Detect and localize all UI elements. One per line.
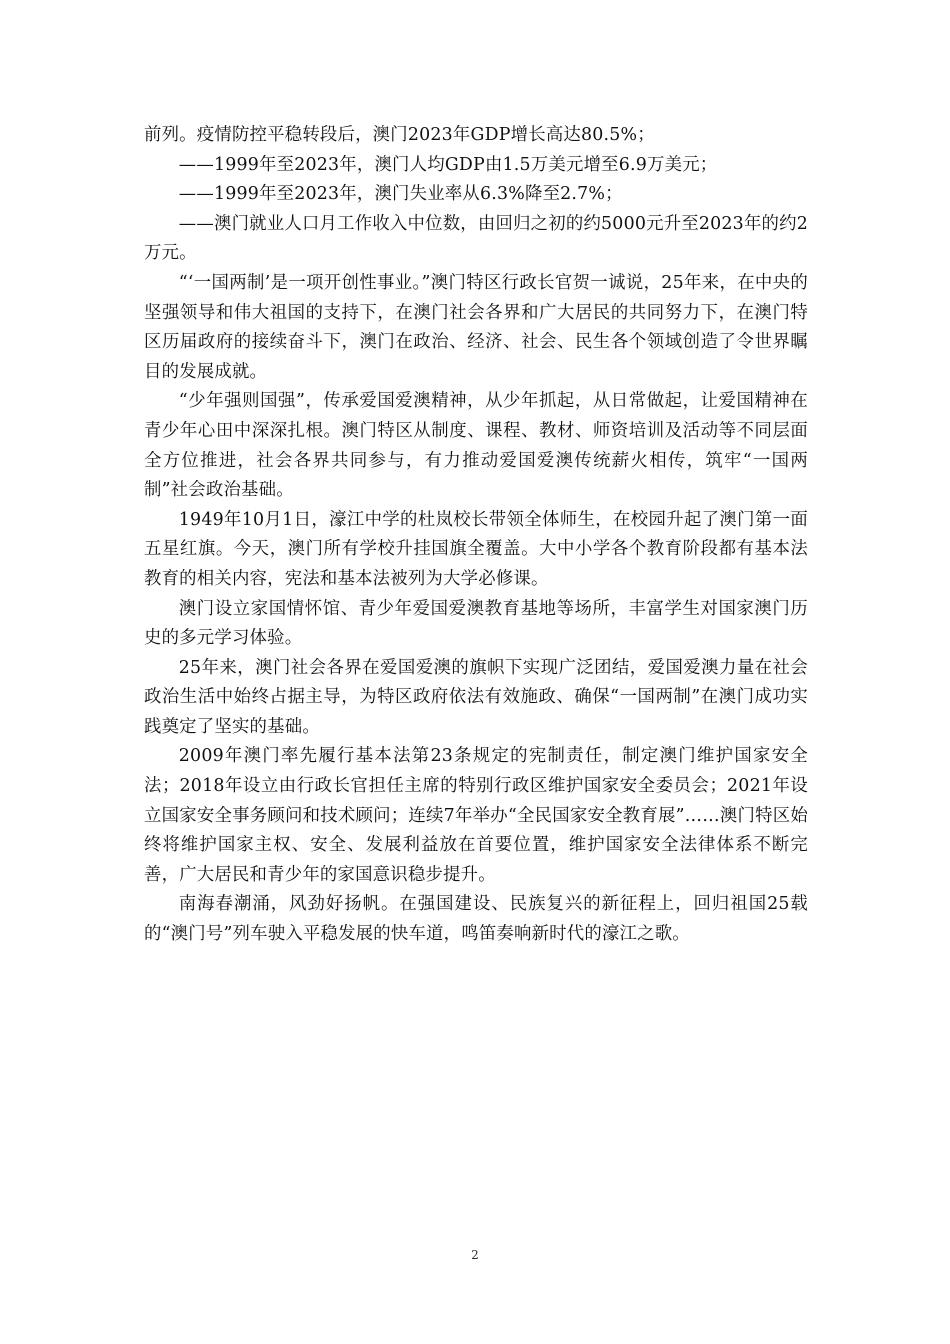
document-body (144, 121, 808, 950)
paragraph: 25年来，澳门社会各界在爱国爱澳的旗帜下实现广泛团结，爱国爱澳力量在社会政治生活中始终占据主导，为特区政府依法有效施政、确保“一国两制”在澳门成功实践奠定了坚实的基础。 (144, 657, 808, 737)
paragraph: 前列。疫情防控平稳转段后，澳门2023年GDP增长高达80.5%； (144, 125, 655, 145)
paragraph: ——1999年至2023年，澳门人均GDP由1.5万美元增至6.9万美元； (178, 154, 718, 175)
paragraph: “少年强则国强”，传承爱国爱澳精神，从少年抓起，从日常做起，让爱国精神在青少年心田中深深扎根。澳门特区从制度、课程、教材、师资培训及活动等不同层面全方位推进，社会各界共同参与，有力推动爱国爱澳传统薪火相传，筑牢“一国两制”社会政治基础。 (144, 391, 808, 501)
paragraph: 1949年10月1日，濠江中学的杜岚校长带领全体师生，在校园升起了澳门第一面五星红旗。今天，澳门所有学校升挂国旗全覆盖。大中小学各个教育阶段都有基本法教育的相关内容，宪法和基本法被列为大学必修课。 (144, 509, 808, 589)
paragraph: 南海春潮涌，风劲好扬帆。在强国建设、民族复兴的新征程上，回归祖国25载的“澳门号”列车驶入平稳发展的快车道，鸣笛奏响新时代的濠江之歌。 (144, 894, 808, 945)
paragraph: ——1999年至2023年，澳门失业率从6.3%降至2.7%； (178, 184, 623, 205)
paragraph: 澳门设立家国情怀馆、青少年爱国爱澳教育基地等场所，丰富学生对国家澳门历史的多元学习体验。 (144, 598, 808, 649)
paragraph: 2009年澳门率先履行基本法第23条规定的宪制责任，制定澳门维护国家安全法；2018年设立由行政长官担任主席的特别行政区维护国家安全委员会；2021年设立国家安全事务顾问和技术顾问；连续7年举办“全民国家安全教育展”……澳门特区始终将维护国家主权、安全、发展利益放在首要位置，维护国家安全法律体系不断完善，广大居民和青少年的家国意识稳步提升。 (144, 746, 808, 885)
paragraph: “‘一国两制’是一项开创性事业。”澳门特区行政长官贺一诚说，25年来，在中央的坚强领导和伟大祖国的支持下，在澳门社会各界和广大居民的共同努力下，在澳门特区历届政府的接续奋斗下，澳门在政治、经济、社会、民生各个领域创造了令世界瞩目的发展成就。 (144, 272, 808, 382)
paragraph: ——澳门就业人口月工作收入中位数，由回归之初的约5000元升至2023年的约2万元。 (144, 213, 808, 264)
page-number: 2 (471, 1248, 479, 1262)
